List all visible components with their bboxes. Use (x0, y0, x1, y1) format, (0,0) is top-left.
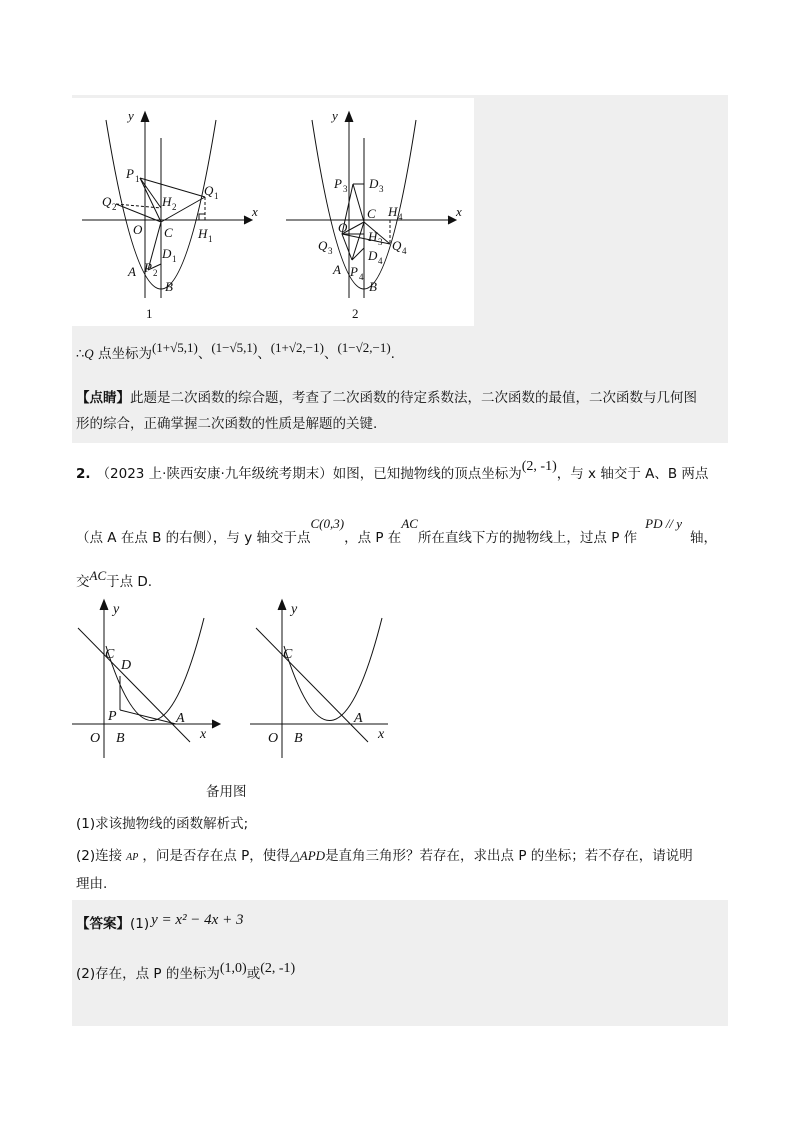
svg-text:H: H (162, 194, 172, 209)
coord-4: (1−√2,−1) (337, 340, 391, 355)
fig1-axis-y: y (128, 108, 134, 123)
svg-text:4: 4 (378, 256, 383, 266)
svg-text:C: C (164, 225, 173, 240)
svg-text:B: B (294, 731, 303, 746)
svg-text:Q: Q (102, 194, 112, 209)
svg-text:D: D (162, 246, 172, 261)
svg-text:y: y (291, 602, 298, 617)
svg-text:A: A (128, 264, 136, 279)
svg-text:x: x (200, 727, 207, 742)
svg-text:B: B (165, 279, 173, 294)
svg-text:1: 1 (172, 254, 177, 264)
fig2-axis-y: y (332, 108, 338, 123)
svg-text:Q: Q (204, 183, 214, 198)
svg-text:H: H (198, 226, 208, 241)
svg-text:2: 2 (172, 202, 177, 212)
fig2-caption: 2 (352, 306, 359, 321)
svg-text:1: 1 (208, 234, 213, 244)
svg-text:3: 3 (379, 184, 384, 194)
svg-text:B: B (369, 279, 377, 294)
svg-text:D: D (121, 658, 132, 673)
svg-text:A: A (354, 711, 363, 726)
svg-text:Q: Q (318, 238, 328, 253)
answer-equation: y = x² − 4x + 3 (151, 912, 244, 928)
q-coordinates-line: ∴Q 点坐标为(1+√5,1)、(1−√5,1)、(1+√2,−1)、(1−√2,−1). (76, 340, 395, 362)
svg-text:P: P (126, 166, 134, 181)
svg-text:H: H (388, 204, 398, 219)
coord-2: (1−√5,1) (211, 340, 258, 355)
fig1-caption: 1 (146, 306, 153, 321)
svg-text:H: H (368, 229, 378, 244)
question-2-line-2: 理由. (76, 876, 108, 892)
figure-caption-spare: 备用图 (206, 784, 247, 800)
svg-text:C: C (105, 647, 115, 662)
svg-text:O: O (90, 731, 101, 746)
svg-text:C: C (283, 647, 293, 662)
fig2-axis-x: x (456, 204, 462, 219)
answer-line-1: 【答案】(1) y = x² − 4x + 3 (76, 912, 244, 932)
problem-line-2: （点 A 在点 B 的右侧），与 y 轴交于点C(0,3)，点 P 在AC所在直线下方的抛物线上，过点 P 作PD // y轴， (76, 516, 717, 546)
svg-text:3: 3 (328, 246, 333, 256)
svg-text:4: 4 (402, 246, 407, 256)
svg-text:3: 3 (378, 237, 383, 247)
svg-text:O: O (338, 220, 348, 235)
svg-text:O: O (133, 222, 143, 237)
svg-text:P: P (334, 176, 342, 191)
svg-text:Q: Q (392, 238, 402, 253)
svg-text:A: A (333, 262, 341, 277)
problem-line-3: 交AC于点 D. (76, 568, 153, 590)
svg-text:3: 3 (343, 184, 348, 194)
svg-text:x: x (378, 727, 385, 742)
svg-text:O: O (268, 731, 279, 746)
svg-text:D: D (368, 248, 378, 263)
comment-tag: 【点睛】 (76, 390, 130, 406)
vertex-coord: (2, -1) (521, 459, 557, 474)
point-c: C(0,3) (310, 516, 345, 531)
svg-text:C: C (367, 206, 376, 221)
problem-line-1: 2. （2023 上·陕西安康·九年级统考期末）如图，已知抛物线的顶点坐标为(2, -1)，与 x 轴交于 A、B 两点 (76, 459, 709, 482)
question-2-line-1: (2)连接 AP ，问是否存在点 P，使得△APD是直角三角形？若存在，求出点 P 的坐标；若不存在，请说明 (76, 848, 693, 864)
problem-parabola-figures (68, 598, 388, 762)
svg-text:1: 1 (135, 174, 140, 184)
svg-text:2: 2 (153, 268, 158, 278)
coord-1: (1+√5,1) (151, 340, 198, 355)
comment-line-2: 形的综合，正确掌握二次函数的性质是解题的关键. (76, 416, 378, 432)
svg-text:P: P (350, 264, 358, 279)
answer-point-2: (2, -1) (260, 961, 296, 976)
svg-text:1: 1 (214, 191, 219, 201)
answer-point-1: (1,0) (219, 961, 247, 976)
figure-1-labels (102, 108, 258, 321)
svg-text:y: y (113, 602, 120, 617)
question-1: (1)求该抛物线的函数解析式; (76, 816, 249, 832)
problem-number: 2. (76, 466, 91, 482)
svg-text:P: P (144, 260, 152, 275)
fig1-axis-x: x (252, 204, 258, 219)
answer-tag: 【答案】 (76, 916, 130, 932)
comment-line-1: 【点睛】此题是二次函数的综合题，考查了二次函数的待定系数法，二次函数的最值，二次函数与几何图 (76, 390, 697, 406)
figure-2 (286, 112, 456, 298)
coord-3: (1+√2,−1) (270, 340, 324, 355)
parabola-figures-1-2 (72, 98, 474, 326)
figure-2-labels (318, 108, 462, 321)
problem-figure-panel (68, 598, 388, 762)
svg-text:A: A (176, 711, 185, 726)
svg-text:4: 4 (398, 212, 403, 222)
svg-text:2: 2 (112, 202, 117, 212)
svg-text:4: 4 (359, 272, 364, 282)
svg-text:P: P (108, 709, 117, 724)
svg-text:B: B (116, 731, 125, 746)
answer-line-2: (2)存在，点 P 的坐标为(1,0)或(2, -1) (76, 961, 296, 982)
svg-text:D: D (369, 176, 379, 191)
top-figure-panel (72, 98, 474, 326)
